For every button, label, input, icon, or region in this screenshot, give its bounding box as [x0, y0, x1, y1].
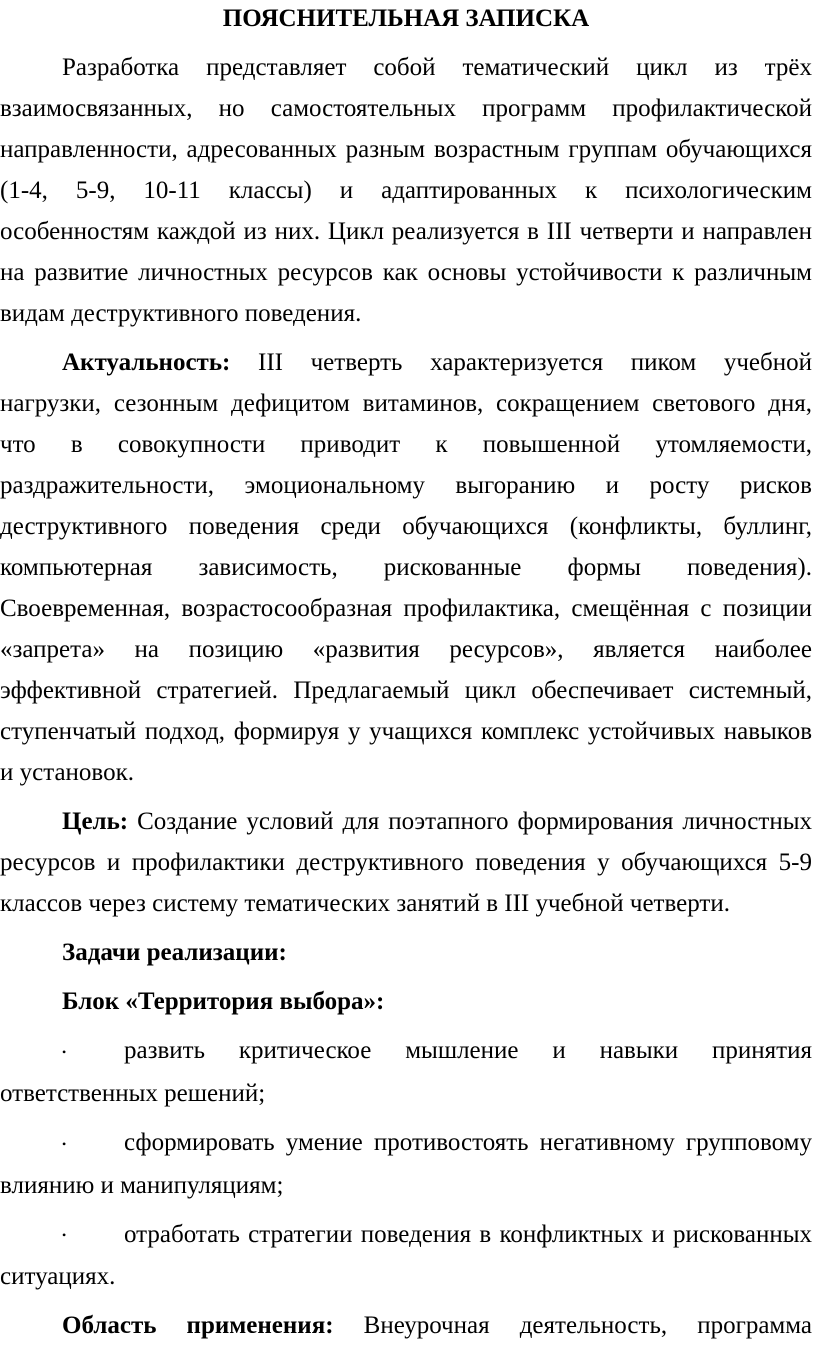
document-title: ПОЯСНИТЕЛЬНАЯ ЗАПИСКА [222, 5, 590, 32]
scope-label: Область применения: [62, 1312, 334, 1340]
block-heading: Блок «Территория выбора»: [62, 988, 385, 1015]
relevance-text: III четверть характеризуется пиком учебной нагрузки, сезонным дефицитом витаминов, сокращением светового дня, что в совокупности приводит к повышенной утомляемости, раздражительности, эмоциональному выгоранию и росту рисков деструктивного поведения среди обучающихся (конфликты, буллинг, компьютерная зависимость, рискованные формы поведения). Своевременная, возрастосообразная профилактика, смещённая с позиции «запрета» на позицию «развития ресурсов», является наиболее эффективной стратегией. Предлагаемый цикл обеспечивает системный, ступенчатый подход, формируя у учащихся комплекс устойчивых навыков и установок. [0, 349, 812, 786]
bullet-icon: • [62, 1228, 67, 1243]
intro-paragraph: Разработка представляет собой тематический цикл из трёх взаимосвязанных, но самостоятельных программ профилактической направленности, адресованных разным возрастным группам обучающихся (1-4, 5-9, 10-11 классы) и адаптированных к психологическим особенностям каждой из них. Цикл реализуется в III четверти и направлен на развитие личностных ресурсов как основы устойчивости к различным видам деструктивного поведения. [0, 54, 812, 327]
bullet-item [0, 1122, 812, 1206]
scope-text: Внеурочная деятельность, программа [333, 1312, 812, 1340]
relevance-label: Актуальность: [62, 349, 231, 376]
bullet-text: сформировать умение противостоять негативному групповому влиянию и манипуляциям; [0, 1128, 812, 1199]
bullet-item [0, 1030, 812, 1114]
goal-paragraph [0, 801, 812, 924]
bullet-icon: • [62, 1136, 67, 1151]
tasks-heading: Задачи реализации: [62, 939, 287, 966]
bullet-text: отработать стратегии поведения в конфликтных и рискованных ситуациях. [0, 1220, 812, 1291]
goal-text: Создание условий для поэтапного формирования личностных ресурсов и профилактики деструктивного поведения у обучающихся 5-9 классов через систему тематических занятий в III учебной четверти. [0, 808, 812, 917]
bullet-icon: • [62, 1044, 67, 1059]
goal-label: Цель: [62, 808, 129, 835]
relevance-paragraph [0, 342, 812, 793]
bullet-text: развить критическое мышление и навыки принятия ответственных решений; [0, 1037, 812, 1107]
scope-paragraph [0, 1305, 812, 1346]
bullet-item [0, 1214, 812, 1298]
